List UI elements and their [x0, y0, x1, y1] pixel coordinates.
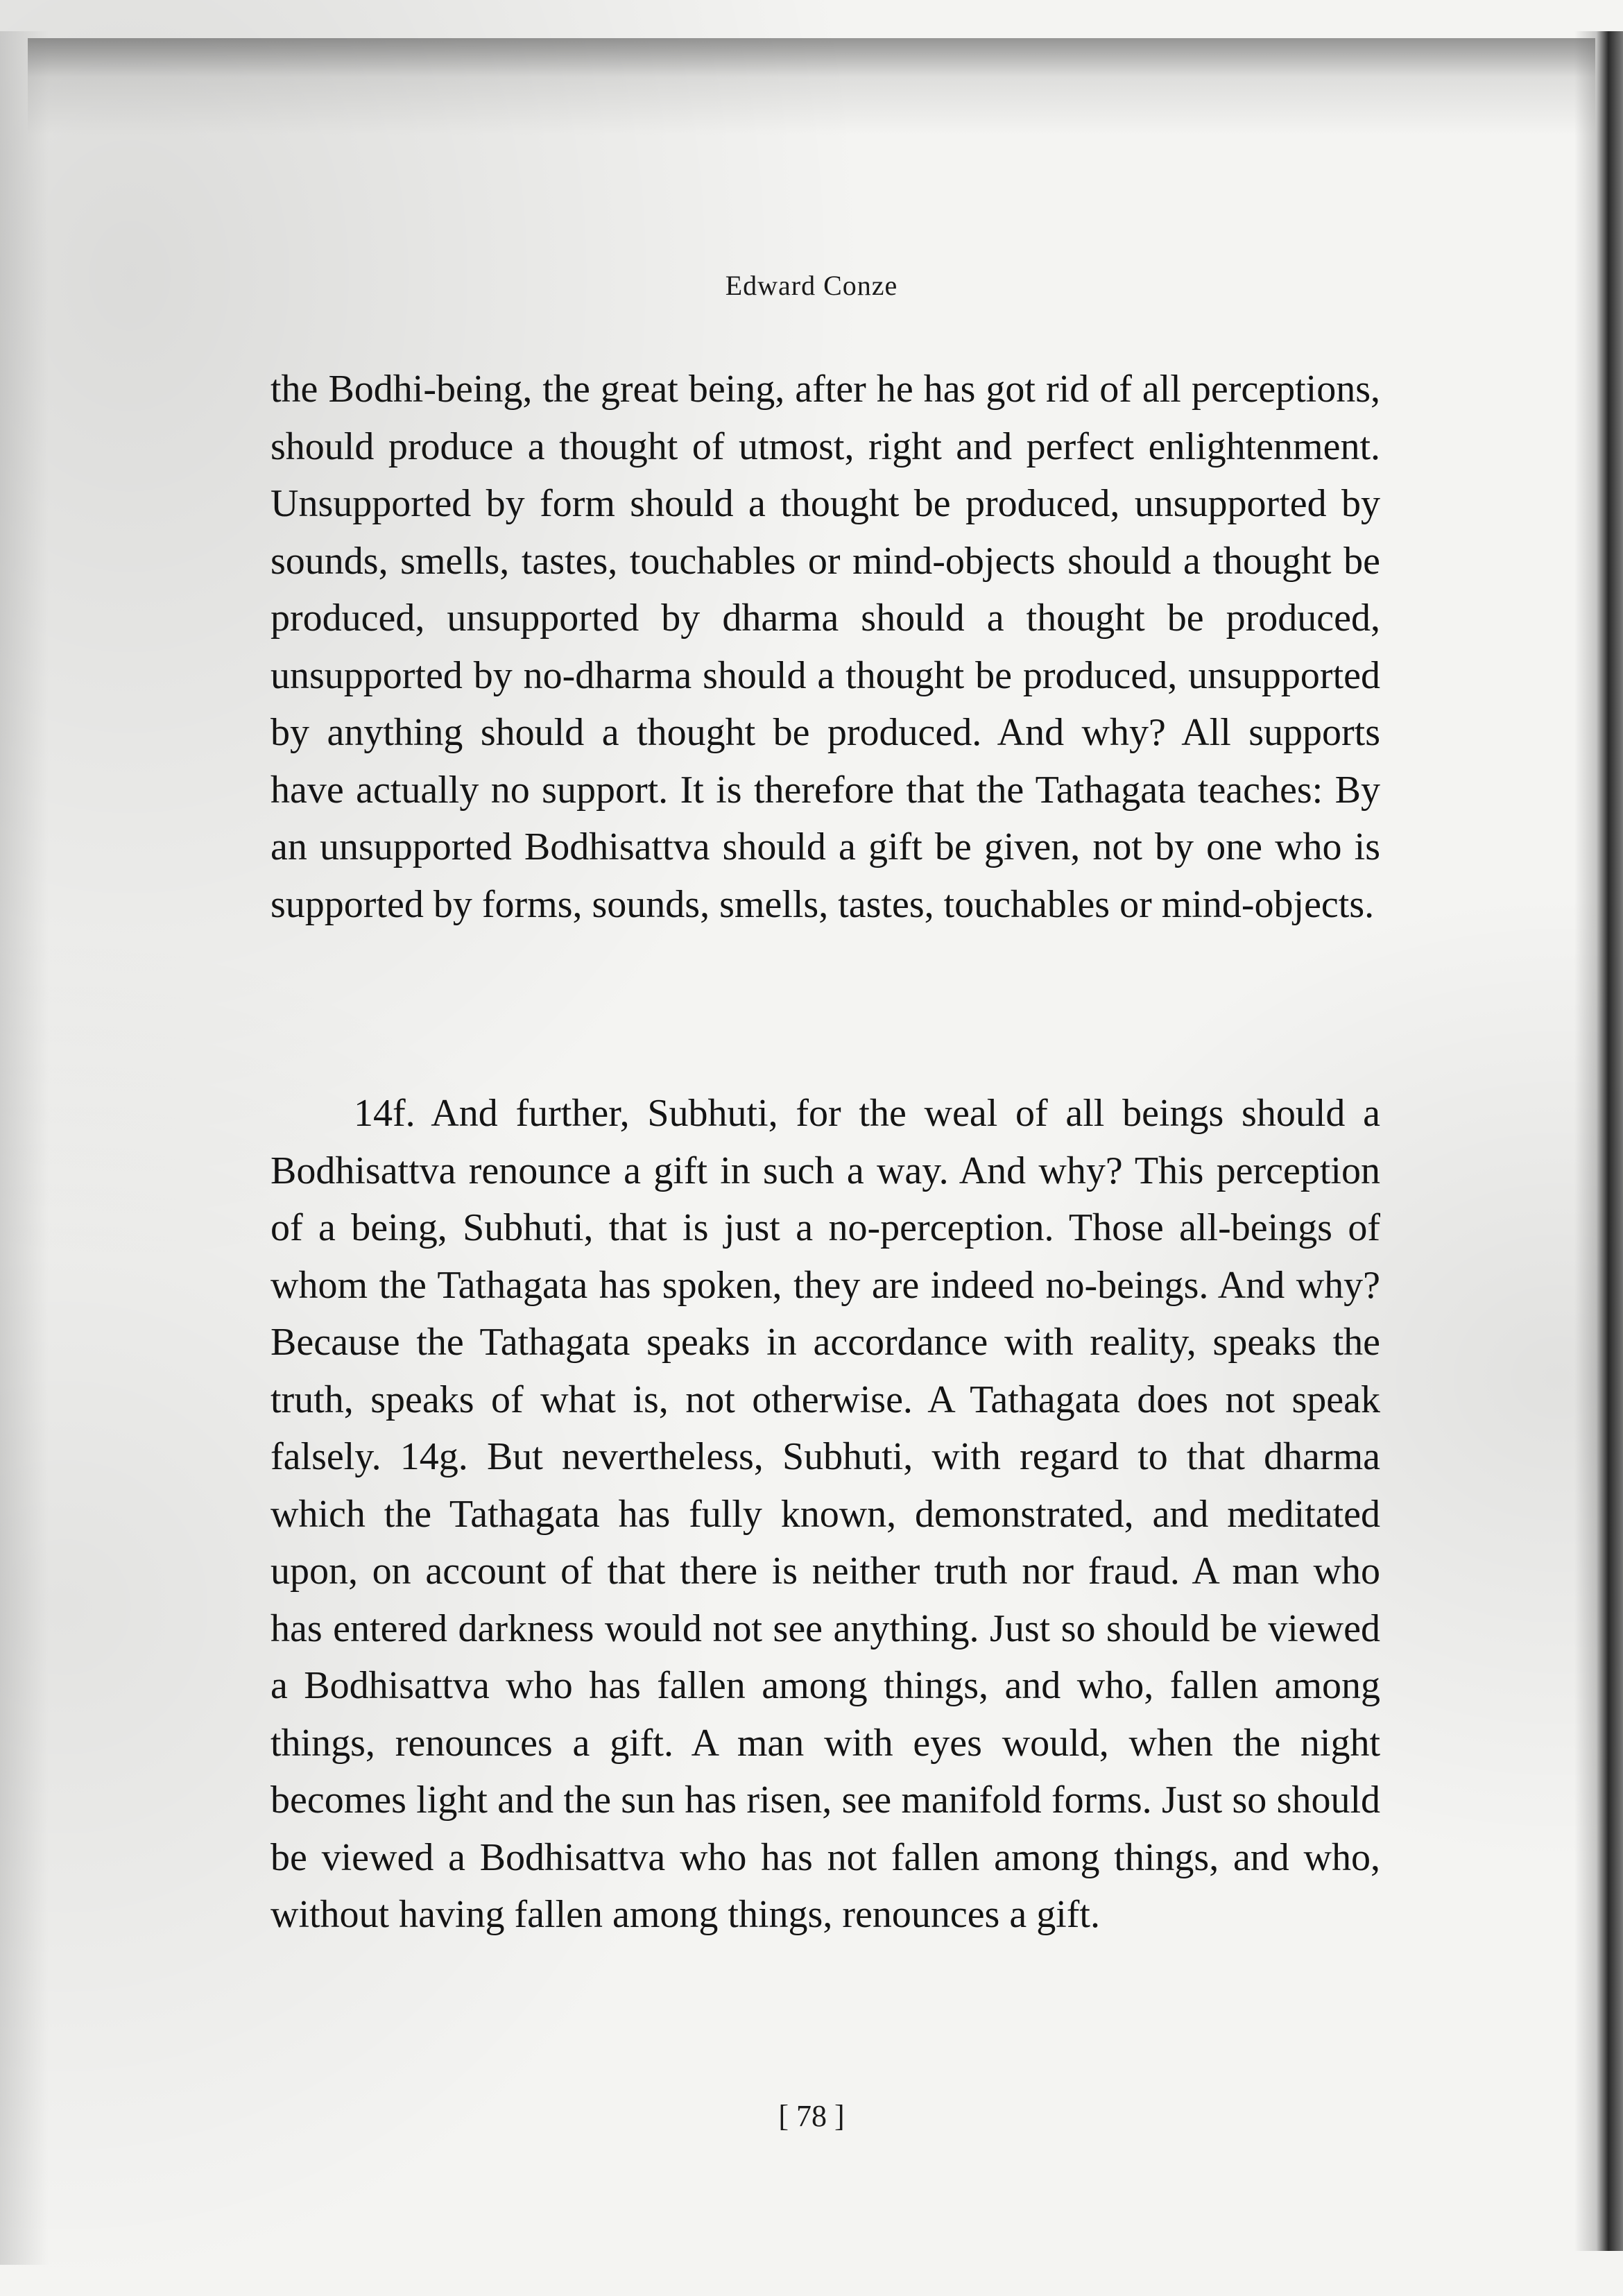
running-head: Edward Conze: [725, 270, 898, 301]
scan-left-edge: [0, 31, 49, 2265]
scan-top-shadow: [28, 38, 1595, 135]
paragraph-1: the Bodhi-being, the great being, after he has got rid of all perceptions, should produce a thought of utmost, right and perfect enlightenment. Unsupported by form should a thought be produced, unsupported by sounds, smells, tastes, touchables or mind-objects should a thought be produced, unsupported by dharma should a thought be produced, unsupported by no-dharma should a thought be produced, unsupported by anything should a thought be produced. And why? All supports have actually no support. It is therefore that the Tathagata teaches: By an unsupported Bodhisattva should a gift be given, not by one who is supported by forms, sounds, smells, tastes, touchables or mind-objects.: [270, 368, 1380, 926]
scan-right-edge: [1574, 31, 1623, 2251]
page-number: [ 78 ]: [778, 2099, 845, 2133]
paragraph-2: 14f. And further, Subhuti, for the weal of all beings should a Bodhisattva renounce a gift in such a way. And why? This perception of a being, Subhuti, that is just a no-perception. Those all-beings of whom the Tathagata has spoken, they are indeed no-beings. And why? Because the Tathagata speaks in accordance with reality, speaks the truth, speaks of what is, not otherwise. A Tathagata does not speak falsely. 14g. But nevertheless, Subhuti, with regard to that dharma which the Tathagata has fully known, demonstrated, and meditated upon, on account of that there is neither truth nor fraud. A man who has entered darkness would not see anything. Just so should be viewed a Bodhisattva who has fallen among things, and who, fallen among things, renounces a gift. A man with eyes would, when the night becomes light and the sun has risen, see manifold forms. Just so should be viewed a Bodhisattva who has not fallen among things, and who, without having fallen among things, renounces a gift.: [270, 1092, 1380, 1936]
